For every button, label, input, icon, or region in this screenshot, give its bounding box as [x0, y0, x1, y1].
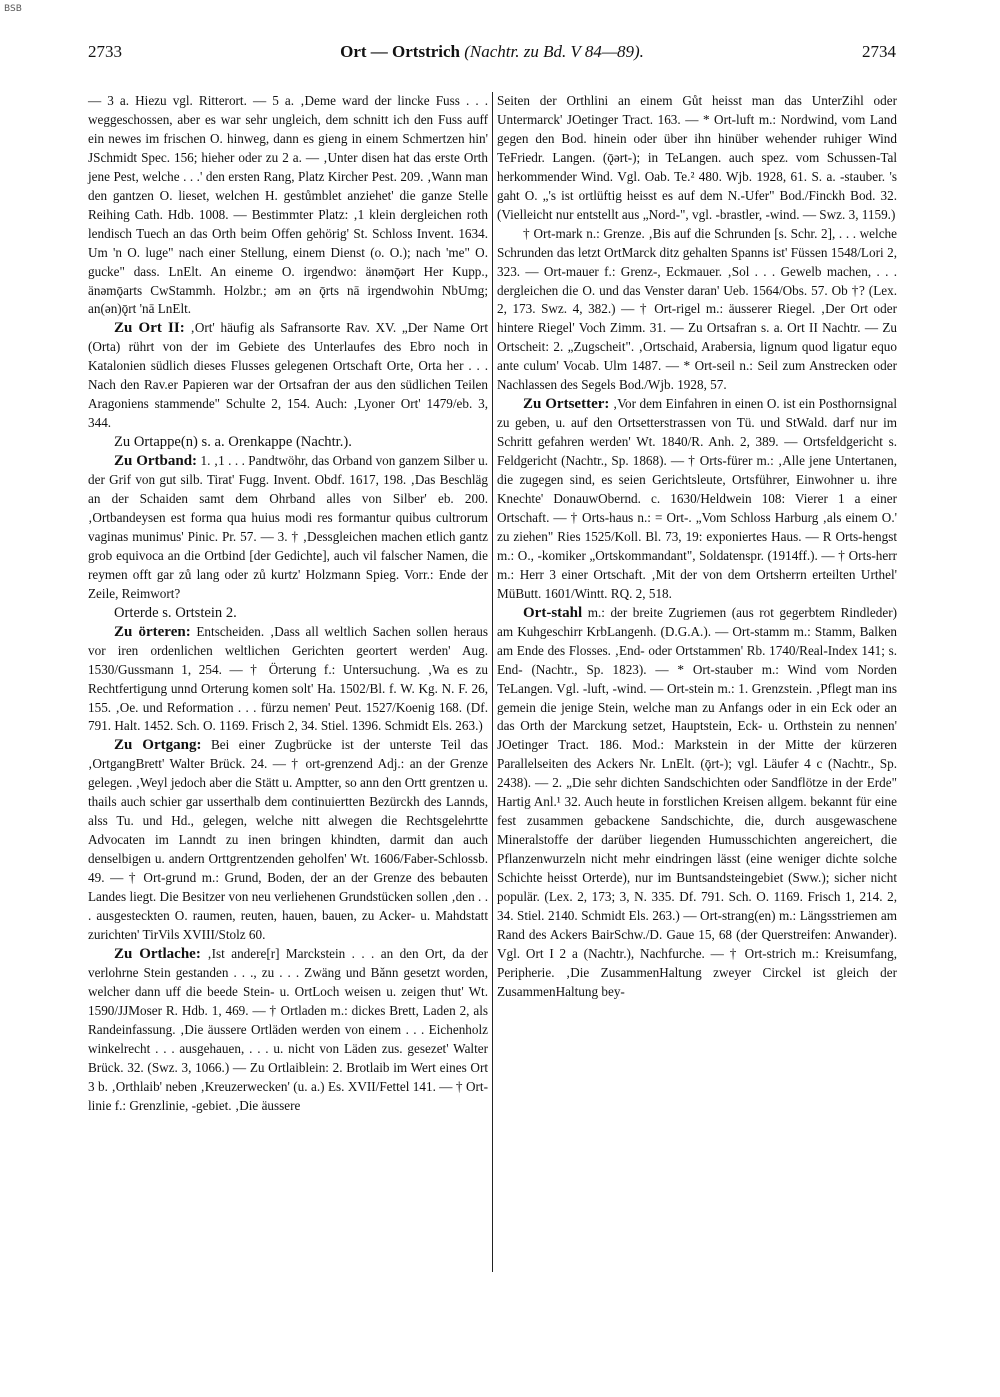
entry-headword: Ort-stahl	[523, 604, 583, 621]
page-number-right: 2734	[862, 42, 896, 61]
running-title-note: (Nachtr. zu Bd. V 84—89).	[464, 42, 644, 61]
right-column	[497, 92, 897, 1002]
entry-text: ‚Vor dem Einfahren in einen O. ist ein Posthornsignal zu geben, u. auf den Ortsetterstrassen von Tü. und StWald. darf nur im Schritt gefahren werden' Wt. 1840/R. Anh. 2, 389. — Ortsfeldgericht s. Feldgericht (Nachtr., Sp. 1868). — † Orts-fürer m.: ‚Alle jene Untertanen, die zugegen sind, es seien Gerichtsleute, Ortsführer, Einwohner u. ihre Knechte' DonauwObernd. c. 1630/Heldwein 108: Vierer 1 a einer Ortschaft. — † Orts-haus n.: = Ort-. „Vom Schloss Harburg ‚als einem O.' zu ziehen" Ries 1525/Koll. Bl. 73, 19: exponiertes Haus. — R Orts-hengst m.: O., -komiker „Ortskommandant", Soldatenspr. (1914ff.). — † Orts-herr m.: Herr 3 einer Ortschaft. ‚Mit der von dem Ortsherrn erteilten Urthel' MüButt. 1601/Wintt. RQ. 2, 518.	[497, 396, 897, 601]
entry-text: Orterde s. Ortstein 2.	[114, 604, 237, 621]
dictionary-entry	[497, 395, 897, 603]
entry-headword: Zu Ort II:	[114, 320, 185, 337]
entry-text: — 3 a. Hiezu vgl. Ritterort. — 5 a. ‚Deme ward der lincke Fuss . . . weggeschossen, aber es war sehr ungleich, dem schnitt ich den Fuss auff ein newes im frischen O. hinweg, dann es gieng in einem Schmertzen hin' JSchmidt Spec. 156; hieher oder zu 2 a. — ‚Unter disen hat das erste Orth jene Pest, welche . . .' den ersten Rang, Platz Kircher Pest. 209. ‚Wann man den gantzen O. lieset, welchen H. gestůmblet anziehet' die ganze Stelle Reihing Cath. Hdb. 1008. — Bestimmter Platz: ‚1 klein dergleichen roth lendisch Tuech an das Orth beim Offen gehörig' St. Schloss Invent. 1634. Um 'n O. luge" nach einer Stellung, einem Dienst (o. O.); nach 'me" O. gucke" dass. LnElt. An eineme O. irgendwo: änəmǭərt Her Kupp., änəmǭarts CwStammh. Holzbr.; əm ən ǭrts nā irgendwohin NbUmg; an(ən)ǭrt 'nā LnElt.	[88, 93, 488, 317]
dictionary-entry	[88, 92, 488, 319]
dictionary-entry	[497, 604, 897, 1002]
library-stamp: BSB	[4, 4, 22, 14]
dictionary-entry	[88, 319, 488, 433]
entry-headword: Zu Ortband:	[114, 453, 198, 470]
column-divider	[492, 92, 493, 1272]
page-number-left: 2733	[88, 42, 122, 61]
entry-text: m.: der breite Zugriemen (aus rot gegerbtem Rindleder) am Kuhgeschirr KrbLangenh. (D.G.A.). — Ort-stamm m.: Stamm, Balken am Ende des Flosses. ‚End- oder Ortstammen' Rb. 1740/Real-Index 141; s. End- (Nachtr., Sp. 1823). — * Ort-stauber m.: Wind vom Norden TeLangen. Vgl. -luft, -wind. — Ort-stein m.: 1. Grenzstein. ‚Pflegt man ins gemein die jenige Stein, welche man zu Anfangs oder in ein Eck oder an das Orth der Marckung setzet, Hauptstein, Eck- u. Orthstein zu nennen' JOetinger Tract. 186. Mod.: Markstein in der Mitte der kürzeren Parallelseiten des Ackers Nr. LnElt. (ǭrt-); vgl. Läufer 4 c (Nachtr., Sp. 2438). — 2. „Die sehr dichten Sandschichten oder Sandflötze in der Erde" Hartig Anl.¹ 32. Auch heute in forstlichen Kreisen allgem. bekannt für eine fest zusammen gebackene Sandschichte, die, durch ausgewaschene Mineralstoffe der darüber liegenden Humusschichten angereichert, die Pflanzenwurzeln nicht mehr eindringen lässt (eine weniger dichte solche Schichte heisst Orterde), nur im Buntsandsteingebiet (Sww.); sicher nicht populär. (Lex. 2, 173; 3, N. 335. Df. 791. Sch. O. 1169. Frisch 1, 214. 2, 34. Stiel. 2140. Schmidt Els. 263.) — Ort-strang(en) m.: Längsstriemen am Rand des Ackers BairSchw./D. Gaue 15, 68 (der Querstreifen: Anwander). Vgl. Ort I 2 a (Nachtr.), Nachfurche. — † Ort-strich m.: Kreisumfang, Peripherie. ‚Die ZusammenHaltung zweyer Circkel ist gleich der ZusammenHaltung bey-	[497, 604, 897, 999]
running-title-entries: Ort — Ortstrich	[340, 42, 461, 61]
dictionary-entry	[497, 225, 897, 396]
dictionary-entry	[88, 623, 488, 737]
entry-headword: Zu Ortlache:	[114, 945, 201, 962]
entry-text: Zu Ortappe(n) s. a. Orenkappe (Nachtr.).	[114, 434, 352, 451]
page-header	[88, 42, 896, 66]
left-column	[88, 92, 488, 1115]
entry-text: ‚Ist andere[r] Marckstein . . . an den Ort, da der verlohrne Stein gestanden . . ., zu . . . Zwäng und Bănn gesetzt worden, welcher dann uff die beede Stein- u. OrtLoch weisen u. zeigen thut' Wt. 1590/JJMoser R. Hdb. 1, 469. — † Ortladen m.: dickes Brett, Laden 2, als Randeinfassung. ‚Die äussere Ortläden werden von einem . . . Eichenholz winkelrecht . . . ausgehauen, . . . u. nicht von Läden zus. gesezet' Walter Brück. 32. (Swz. 3, 1066.) — Zu Ortlaiblein: 2. Brotlaib im Wert eines Ort 3 b. ‚Orthlaib' neben ‚Kreuzerwecken' (u. a.) Es. XVII/Fettel 141. — † Ort-linie f.: Grenzlinie, -gebiet. ‚Die äussere	[88, 945, 488, 1113]
dictionary-entry	[497, 92, 897, 225]
entry-text: † Ort-mark n.: Grenze. ‚Bis auf die Schrunden [s. Schr. 2], . . . welche Schrunden das letzt OrtMarck ditz gehalten Spanns ist' Füssen 1548/Lori 2, 323. — Ort-mauer f.: Grenz-, Eckmauer. ‚Sol . . . Gewelb machen, . . . dergleichen die O. und das Venster daran' Ueb. 1564/Obs. 57. Ob †? (Lex. 2, 173. Swz. 4, 382.) — † Ort-rigel m.: äusserer Riegel. ‚Der Ort oder hintere Riegel' Voch Zimm. 31. — Zu Ortsafran s. a. Ort II Nachtr. — Zu Ortscheit: 2. „Zugscheit". ‚Ortschaid, Arabersia, lignum quod ligatur equo ante culum' Vocab. Ulm 1487. — * Ort-seil n.: Seil zum Anstrecken oder Nachlassen des Segels Bod./Wjb. 1928, 57.	[497, 225, 897, 393]
dictionary-entry	[88, 604, 488, 623]
entry-headword: Zu Ortsetter:	[523, 396, 610, 413]
entry-text: ‚Ort' häufig als Safransorte Rav. XV. „Der Name Ort (Orta) rührt von der im Gebiete des Unterlaufes des Ebro noch in Katalonien südlich dieses Flusses gelegenen Ortschaft Orte, Orta her . . . Nach den Rav.er Papieren war der Ortsafran der aus den südlichen Teilen Aragoniens stammende" Schulte 2, 154. Auch: ‚Lyoner Ort' 1479/eb. 3, 344.	[88, 320, 488, 431]
entry-headword: Zu Ortgang:	[114, 737, 202, 754]
dictionary-entry	[88, 945, 488, 1116]
dictionary-entry	[88, 452, 488, 604]
entry-text: Entscheiden. ‚Dass all weltlich Sachen sollen heraus vor iren ordenlichen weltlichen Gerichten geortert werden' Aug. 1530/Gussmann 1, 254. — † Örterung f.: Untersuchung. ‚Wa es zu Rechtfertigung unnd Orterung komen solt' Ha. 1502/Bl. f. W. Kg. N. F. 26, 155. ‚Oe. und Reformation . . . fürzu nemen' Peut. 1527/Koenig 168. (Df. 791. Halt. 1452. Sch. O. 1169. Frisch 2, 34. Stiel. 1396. Schmidt Els. 263.)	[88, 623, 488, 734]
running-title	[88, 42, 896, 62]
entry-headword: Zu örteren:	[114, 623, 191, 640]
entry-text: Bei einer Zugbrücke ist der unterste Teil das ‚OrtgangBrett' Walter Brück. 24. — † ort-grenzend Adj.: an der Grenze gelegen. ‚Weyl jedoch aber die Stätt u. Amptter, so ann den Ortt grentzen u. thails auch schier gar usserthalb dem continuiertten Bezürckh des Lannds, alss Tu. und Hd., gelegen, welche nitt alwegen die Rechtsgelehrtte Advocaten im Lanndt zu inen bringen khindten, darmit dan auch denselbigen u. andern Orttgrentzenden geholfen' Wt. 1606/Faber-Schlossb. 49. — † Ort-grund m.: Grund, Boden, der an der Grenze des bebauten Landes liegt. Die Besitzer von neu verliehenen Grundstücken sollen ‚den . . . ausgesteckten O. raumen, reuten, hauen, bauen, zu Acker- u. Mahdstatt zurichten' TirVils XVIII/Stolz 60.	[88, 737, 488, 942]
dictionary-entry	[88, 433, 488, 452]
entry-text: Seiten der Orthlini an einem Gůt heisst man das UnterZihl oder Untermarck' JOetinger Tract. 163. — * Ort-luft m.: Nordwind, vom Land gegen den Bod. hinein oder über ihn hinüber wehender ruhiger Wind TeFriedr. Langen. (ǭərt-); in TeLangen. auch spez. vom Schussen-Tal herkommender Wind. Vgl. Oab. Te.² 480. Wjb. 1928, 61. S. a. -stauber. 's gaht O. „'s ist ortlüftig heisst es auf dem N.-Ufer" Bod./Finckh Bod. 32. (Vielleicht nur entstellt aus „Nord-", vgl. -brastler, -wind. — Swz. 3, 1159.)	[497, 93, 897, 222]
dictionary-entry	[88, 736, 488, 944]
entry-text: 1. ‚1 . . . Pandtwöhr, das Orband von ganzem Silber u. der Grif von gut silb. Tirat' Fugg. Invent. Obdf. 1617, 198. ‚Das Beschläg an der Schaiden samt dem Ohrband alles von Silber' eb. 200. ‚Ortbandeysen est forma qua huius modi res formantur quibus cultrorum vaginas munimus' Pinic. Pr. 57. — 3. † ‚Dessgleichen machen etlich gantz grob equivoca an die Ortbind [der Gedichte], auch vil falscher Namen, die reymen offt gar zů lang oder zů kurtz' Holzmann Spieg. Vorr.: Ende der Zeile, Reimwort?	[88, 453, 488, 601]
